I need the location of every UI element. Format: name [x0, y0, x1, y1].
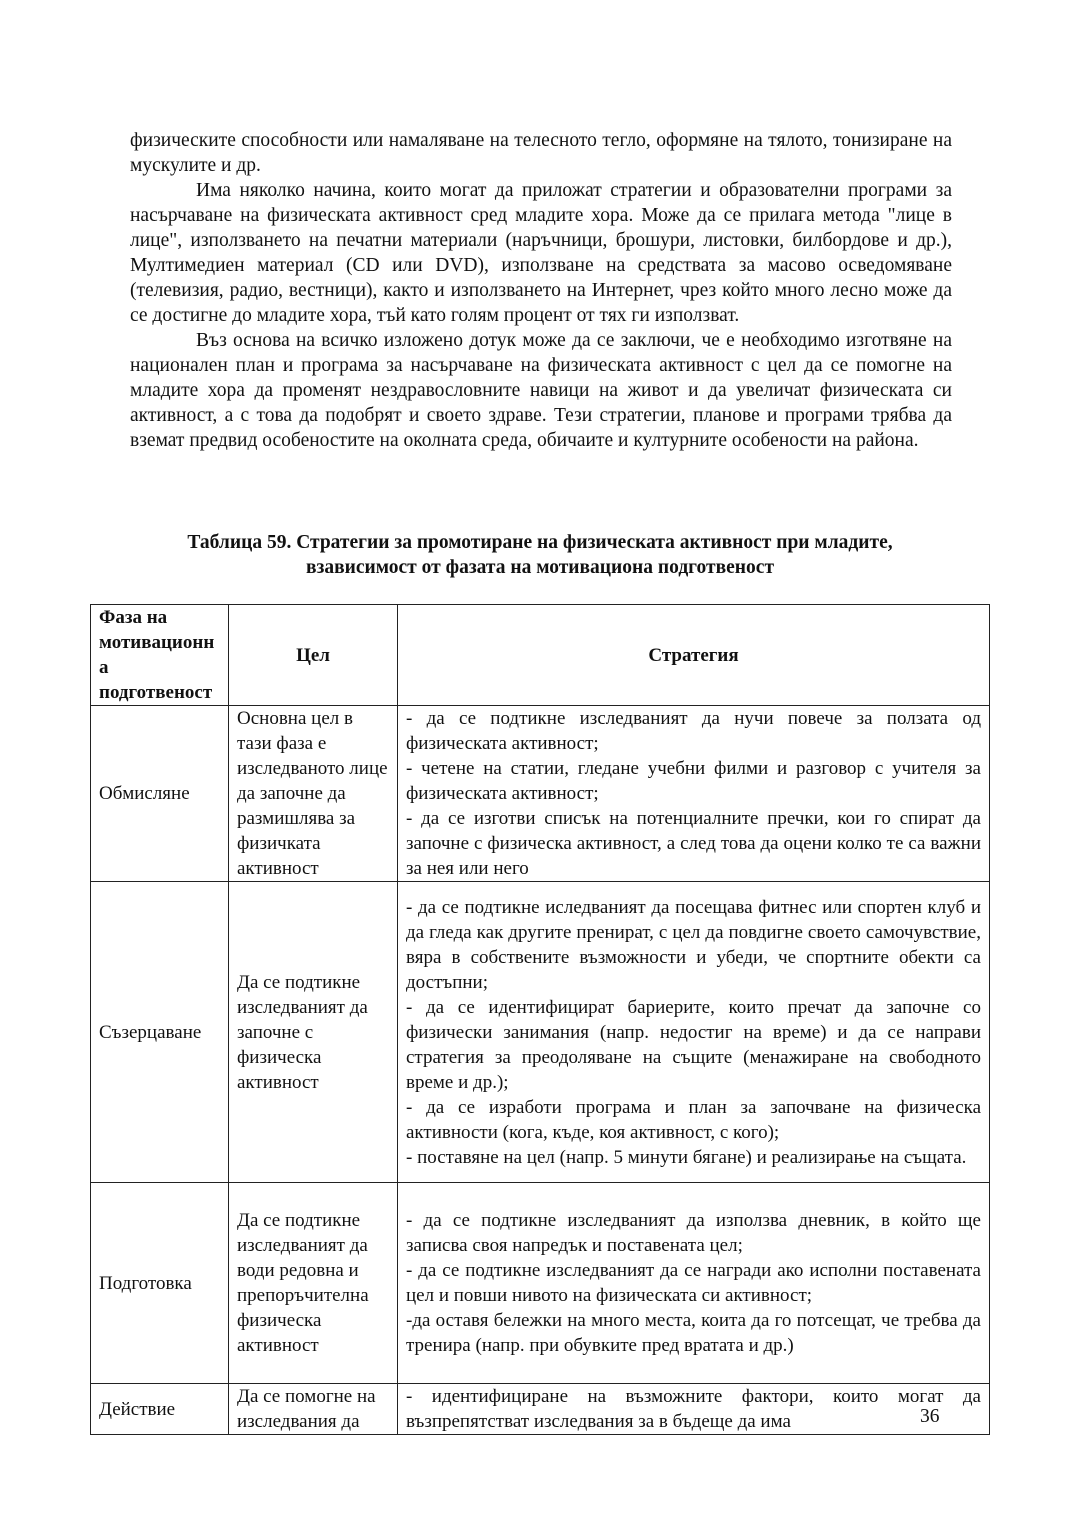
strategy-cell — [398, 882, 990, 1183]
table-row — [91, 706, 990, 882]
paragraph-2: Има няколко начина, които могат да приложат стратегии и образователни програми за насърчаване на физическата активност сред младите хора. Може да се прилага метода "лице в лице", използването на печатни материали (наръчници, брошури, листовки, билбордове и др.), Мултимедиен материал (CD или DVD), използване на средствата за масово осведомяване (телевизия, радио, вестници), както и използването на Интернет, чрез който много лесно може да се достигне до младите хора, тъй като голям процент от тях ги използват. — [130, 180, 952, 326]
table-row — [91, 1384, 990, 1435]
paragraph-3: Въз основа на всичко изложено дотук може да се заключи, че е необходимо изготвяне на национален план и програма за насърчаване на физическата активност с цел да се помогне на младите хора да променят нездравословните навици на живот и да увеличат физическата си активност, а с това да подобрят и своето здраве. Тези стратегии, планове и програми трябва да вземат предвид особеностите на околната среда, обичаите и културните особености на района. — [130, 330, 952, 451]
header-goal: Цел — [229, 605, 398, 706]
strategy-cell — [398, 1384, 990, 1435]
table-header-row — [91, 605, 990, 706]
phase-cell: Действие — [91, 1384, 229, 1435]
strategy-text: - идентифициране на възможните фактори, които могат да възпрепятстват изследвания за в бъдеще да има — [406, 1386, 981, 1432]
table-caption-line-1: Таблица 59. Стратегии за промотиране на физическата активност при младите, — [187, 532, 893, 553]
table-caption-line-2: взависимост от фазата на мотивациона подготвеност — [305, 557, 775, 578]
page-number: 36 — [920, 1406, 940, 1427]
phase-cell: Съзерцаване — [91, 882, 229, 1183]
goal-cell: Основна цел в тази фаза е изследваното лице да започне да размишлява за физичката активност — [229, 706, 398, 882]
body-text — [130, 128, 952, 453]
goal-cell: Да се помогне на изследвания да — [229, 1384, 398, 1435]
table-row — [91, 882, 990, 1183]
header-strategy: Стратегия — [398, 605, 990, 706]
table-row — [91, 1183, 990, 1384]
table-caption — [90, 530, 990, 580]
strategy-text: - да се подтикне изследваният да използва дневник, в който ще записва своя напредък и поставената цел; - да се подтикне изследваният да се награди ако исполни поставената цел и повши нивото на физическата си активност; -да оставя бележки на много места, коита да го потсещат, че требва да тренира (напр. при обувките пред вратата и др.) — [406, 1210, 981, 1356]
strategy-cell — [398, 1183, 990, 1384]
goal-cell: Да се подтикне изследваният да започне с физическа активност — [229, 882, 398, 1183]
strategy-table — [90, 604, 990, 1435]
strategy-text: - да се подтикне иследваният да посещава фитнес или спортен клуб и да гледа как другите пренират, с цел да повдигне своето самочувствие, вяра в собствените възможности и убеди, че спортните обекти са достъпни; - да се идентифицират бариерите, които пречат да започне со физически занимания (напр. недостиг на време) и да се направи стратегия за преодоляване на същите (менажиране на свободното време и др.); - да се изработи програма и план за започване на физическа активности (кога, къде, коя активност, с кого); - поставяне на цел (напр. 5 минути бягане) и реализирање на същата. — [406, 896, 981, 1168]
paragraph-1: физическите способности или намаляване на телесното тегло, оформяне на тялото, тонизиране на мускулите и др. — [130, 130, 952, 176]
phase-cell: Обмисляне — [91, 706, 229, 882]
goal-cell: Да се подтикне изследваният да води редовна и препоръчителна физическа активност — [229, 1183, 398, 1384]
strategy-cell — [398, 706, 990, 882]
header-phase: Фаза на мотивационн а подготвеност — [91, 605, 229, 706]
phase-cell: Подготовка — [91, 1183, 229, 1384]
strategy-text: - да се подтикне изследваният да нучи повече за ползата од физическата активност; - четене на статии, гледане учебни филми и разговор с учителя за физическата активност; - да се изготви списък на потенциалните пречки, кои го спират да започне с физическа активност, а след това да оцени колко те са важни за нея или него — [406, 708, 981, 879]
